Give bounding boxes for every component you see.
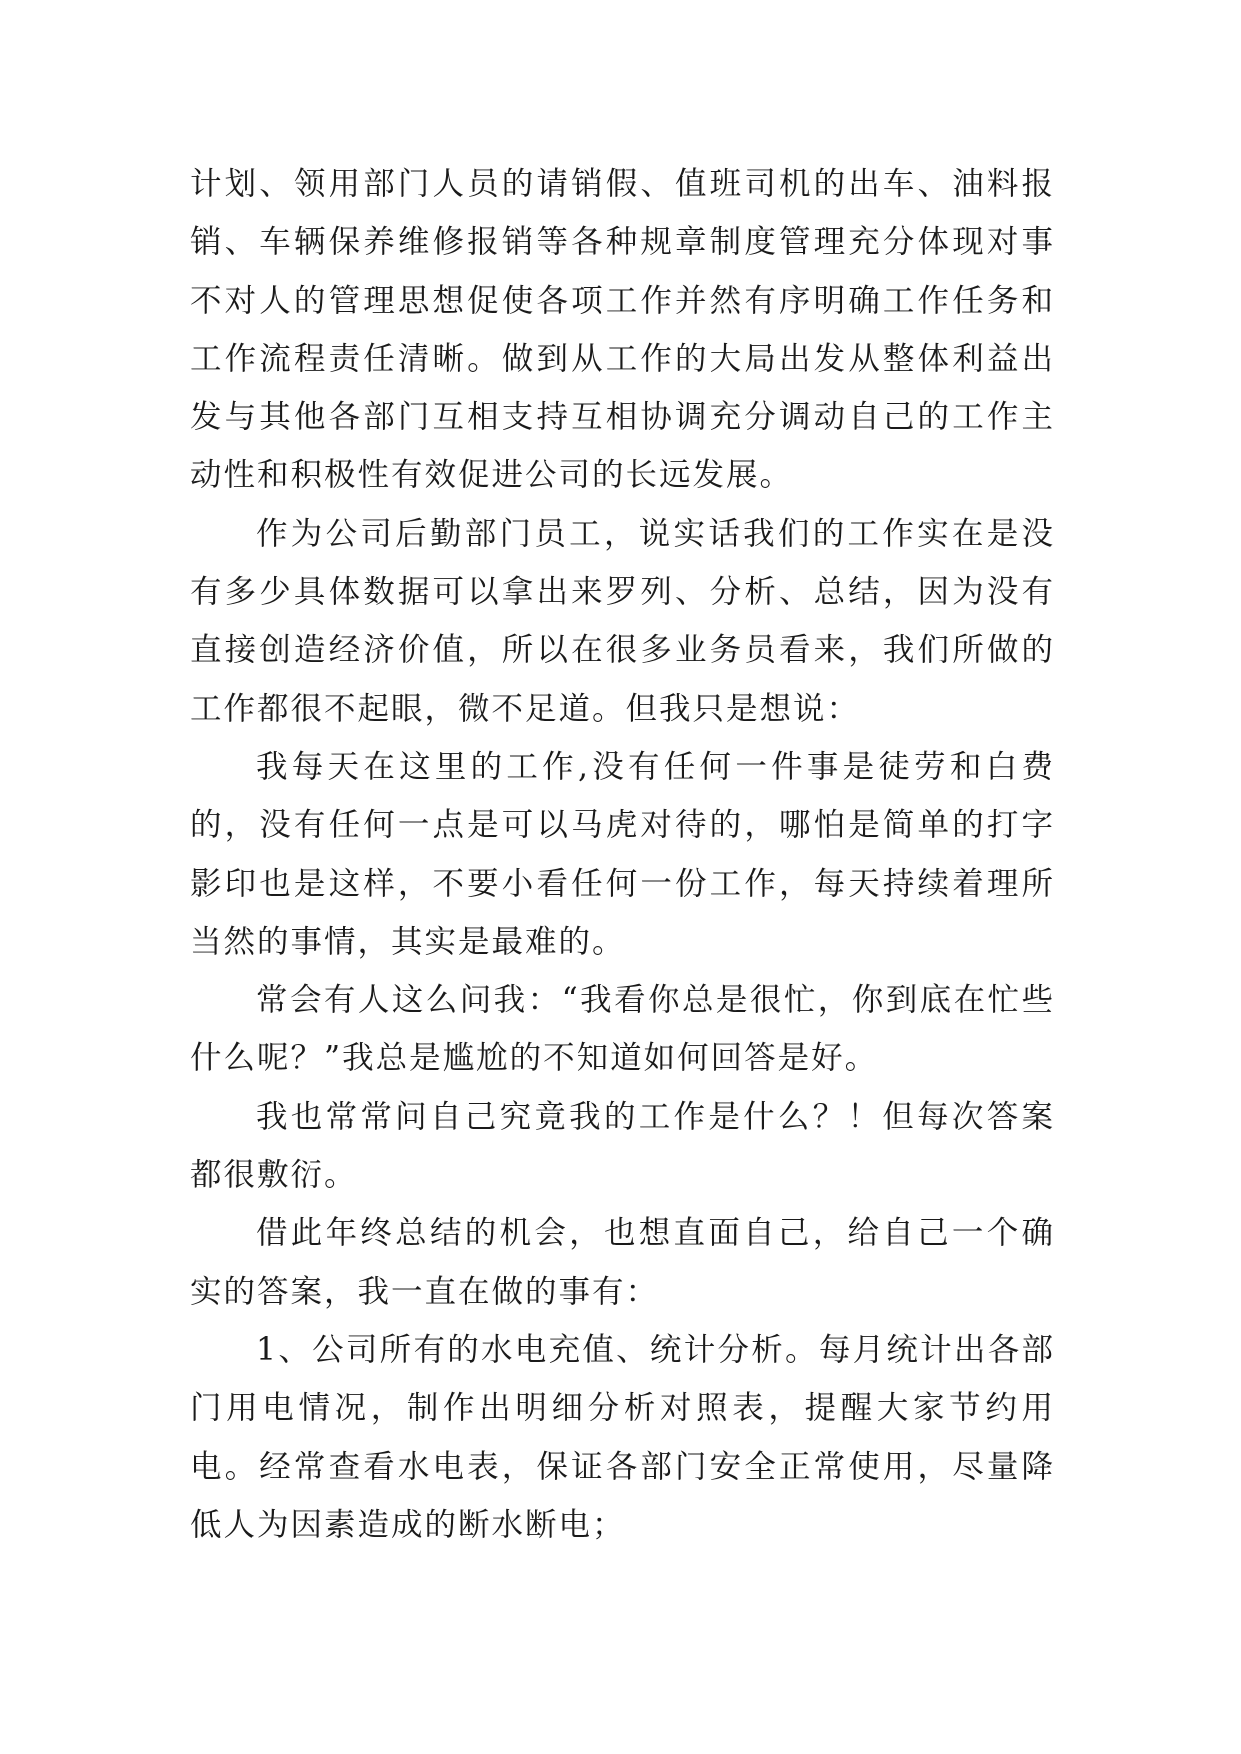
paragraph-year-end-summary: 借此年终总结的机会，也想直面自己，给自己一个确实的答案，我一直在做的事有： — [190, 1215, 1055, 1310]
document-body — [190, 155, 1055, 1554]
paragraph-daily-work: 我每天在这里的工作,没有任何一件事是徒劳和白费的，没有任何一点是可以马虎对待的，哪怕是简单的打字影印也是这样，不要小看任何一份工作，每天持续着理所当然的事情，其实是最难的。 — [190, 748, 1055, 960]
paragraph-busy-question: 常会有人这么问我：“我看你总是很忙，你到底在忙些什么呢？”我总是尴尬的不知道如何回答是好。 — [190, 982, 1055, 1077]
paragraph-continuation: 计划、领用部门人员的请销假、值班司机的出车、油料报销、车辆保养维修报销等各种规章制度管理充分体现对事不对人的管理思想促使各项工作并然有序明确工作任务和工作流程责任清晰。做到从工作的大局出发从整体利益出发与其他各部门互相支持互相协调充分调动自己的工作主动性和积极性有效促进公司的长远发展。 — [190, 166, 1055, 494]
paragraph-item-1-utilities: 1、公司所有的水电充值、统计分析。每月统计出各部门用电情况，制作出明细分析对照表，提醒大家节约用电。经常查看水电表，保证各部门安全正常使用，尽量降低人为因素造成的断水断电； — [190, 1331, 1055, 1543]
paragraph-self-question: 我也常常问自己究竟我的工作是什么？！但每次答案都很敷衍。 — [190, 1098, 1055, 1194]
paragraph-logistics-work: 作为公司后勤部门员工，说实话我们的工作实在是没有多少具体数据可以拿出来罗列、分析、总结，因为没有直接创造经济价值，所以在很多业务员看来，我们所做的工作都很不起眼，微不足道。但我只是想说： — [190, 515, 1055, 727]
